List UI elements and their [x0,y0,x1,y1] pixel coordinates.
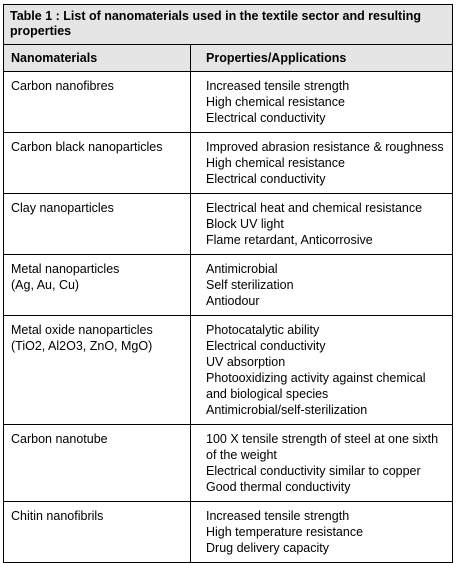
table-row [4,425,452,502]
property-text: Good thermal conductivity [206,480,351,494]
nanomaterial-cell [4,425,191,501]
property-text: Increased tensile strength [206,509,350,523]
property-text: Antiodour [206,294,260,308]
nanomaterial-text: Metal nanoparticles [11,262,120,276]
nanomaterial-text: (TiO2, Al2O3, ZnO, MgO) [11,339,153,353]
properties-cell [191,255,452,315]
header-properties: Properties/Applications [206,51,347,65]
table-row [4,133,452,194]
nanomaterial-text: Chitin nanofibrils [11,509,104,523]
property-text: Photocatalytic ability [206,323,320,337]
property-text: and biological species [206,387,329,401]
table-row [4,316,452,425]
property-text: Electrical conductivity [206,172,326,186]
nanomaterial-cell [4,316,191,424]
properties-cell [191,502,452,562]
properties-cell [191,72,452,132]
table-row [4,255,452,316]
table-body [4,72,452,562]
nanomaterial-cell [4,255,191,315]
header-nanomaterials: Nanomaterials [4,45,191,71]
nanomaterials-table [3,4,453,563]
nanomaterial-cell [4,72,191,132]
nanomaterial-text: Carbon black nanoparticles [11,140,163,154]
property-text: Increased tensile strength [206,79,350,93]
nanomaterial-text: Metal oxide nanoparticles [11,323,153,337]
property-text: High temperature resistance [206,525,364,539]
property-text: High chemical resistance [206,95,345,109]
property-text: Block UV light [206,217,284,231]
table-header-row [4,45,452,72]
nanomaterial-text: (Ag, Au, Cu) [11,278,80,292]
properties-cell [191,316,452,424]
nanomaterial-cell [4,133,191,193]
property-text: Drug delivery capacity [206,541,329,555]
property-text: Antimicrobial/self-sterilization [206,403,368,417]
property-text: Photooxidizing activity against chemical [206,371,426,385]
property-text: High chemical resistance [206,156,345,170]
property-text: UV absorption [206,355,286,369]
table-caption: Table 1 : List of nanomaterials used in the textile sector and resulting properties [4,5,452,45]
property-text: 100 X tensile strength of steel at one sixth [206,432,439,446]
nanomaterial-cell [4,502,191,562]
property-text: Electrical conductivity [206,111,326,125]
property-text: Improved abrasion resistance & roughness [206,140,444,154]
nanomaterial-text: Carbon nanotube [11,432,108,446]
nanomaterial-text: Carbon nanofibres [11,79,114,93]
properties-cell [191,133,452,193]
properties-cell [191,425,452,501]
property-text: Flame retardant, Anticorrosive [206,233,373,247]
table-row [4,194,452,255]
nanomaterial-cell [4,194,191,254]
property-text: Electrical conductivity [206,339,326,353]
property-text: Electrical conductivity similar to copper [206,464,421,478]
table-row [4,502,452,562]
properties-cell [191,194,452,254]
nanomaterial-text: Clay nanoparticles [11,201,114,215]
property-text: of the weight [206,448,277,462]
property-text: Electrical heat and chemical resistance [206,201,423,215]
table-row [4,72,452,133]
property-text: Antimicrobial [206,262,278,276]
property-text: Self sterilization [206,278,294,292]
